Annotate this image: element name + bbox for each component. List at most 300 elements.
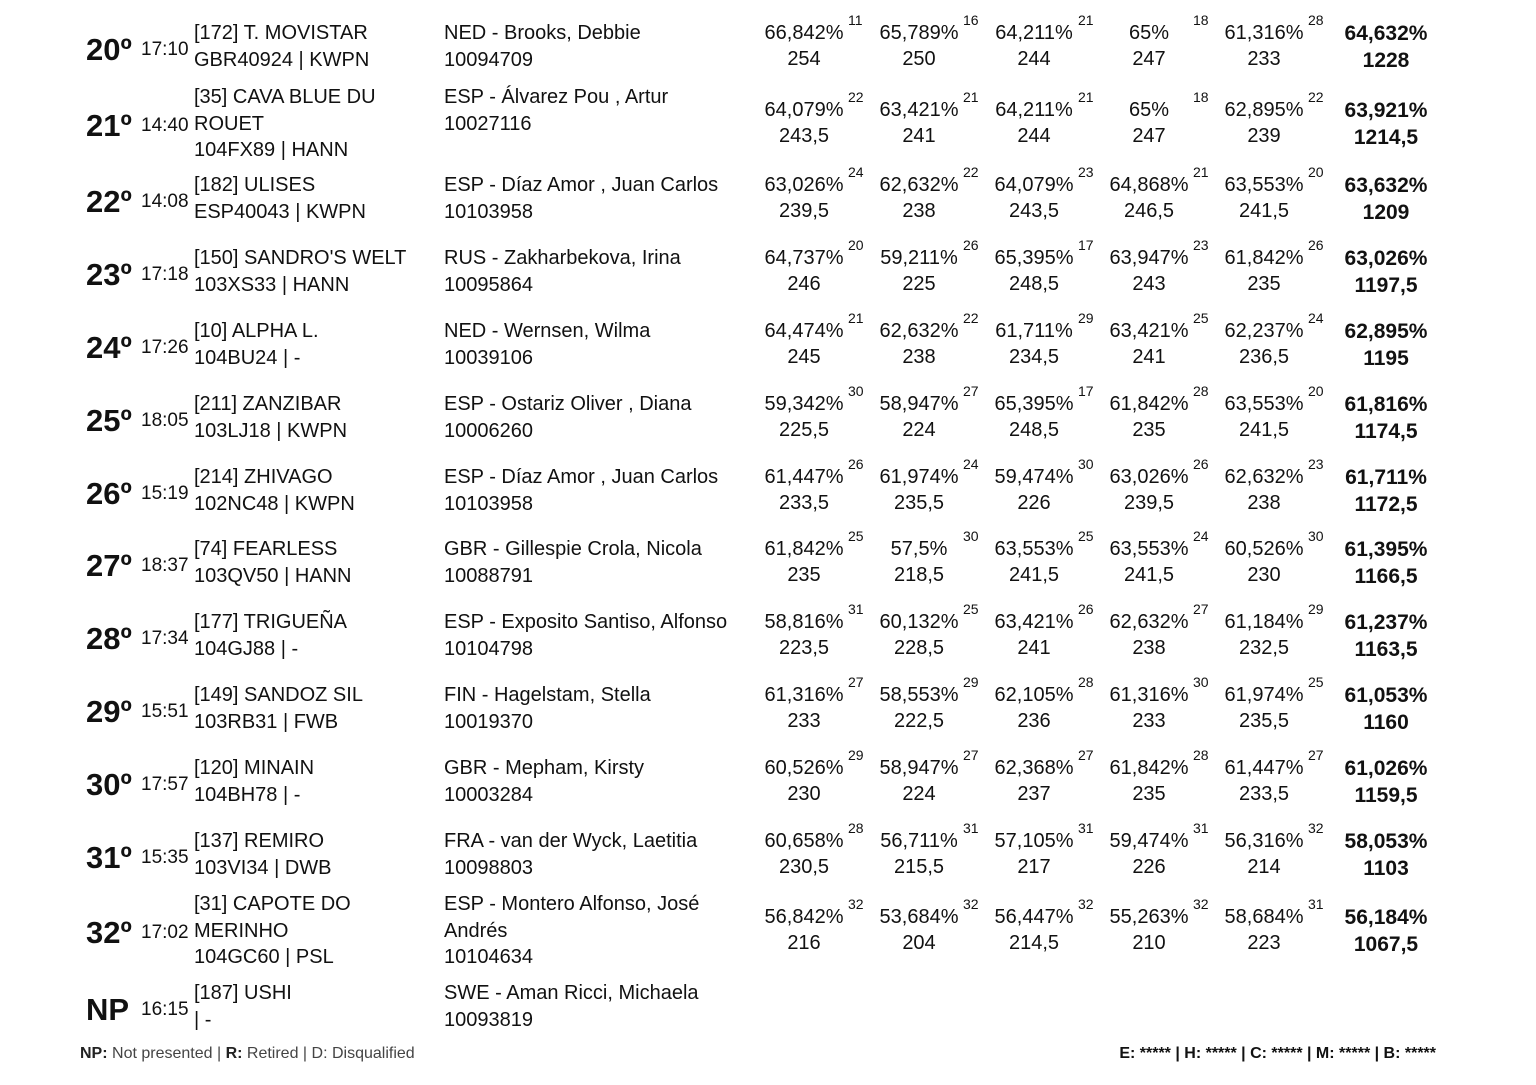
- judge-percentage: 55,263%: [1109, 906, 1189, 928]
- judge-percentage: 63,947%: [1109, 247, 1189, 269]
- judge-rank: 28: [1193, 383, 1209, 399]
- horse-name: [150] SANDRO'S WELT: [194, 247, 407, 269]
- rider-fei-id: 10103958: [444, 492, 533, 515]
- judge-rank: 17: [1078, 383, 1094, 399]
- judge-points: 235: [1247, 273, 1281, 295]
- table-row: [0, 980, 1536, 1036]
- judge-percentage: 62,632%: [1224, 466, 1304, 488]
- judge-percentage: 56,447%: [994, 906, 1074, 928]
- start-time: 14:08: [141, 191, 189, 212]
- judge-score-cell: [1222, 674, 1324, 738]
- judge-percentage: 57,5%: [890, 538, 948, 560]
- horse-info: | -: [194, 1008, 212, 1031]
- rider-cell: [444, 20, 754, 73]
- rider-name: NED - Brooks, Debbie: [444, 22, 641, 44]
- table-row: [0, 456, 1536, 520]
- total-cell: [1330, 682, 1442, 736]
- rider-name: ESP - Exposito Santiso, Alfonso: [444, 611, 728, 633]
- judge-rank: 20: [848, 237, 864, 253]
- judge-points: 204: [902, 932, 936, 954]
- judge-rank: 32: [963, 896, 979, 912]
- judge-rank: 25: [848, 528, 864, 544]
- judge-rank: 28: [848, 820, 864, 836]
- judge-points: 244: [1017, 48, 1051, 70]
- rider-cell: [444, 682, 754, 735]
- rider-fei-id: 10093819: [444, 1008, 533, 1031]
- judge-points: 238: [902, 346, 936, 368]
- judge-score-cell: [877, 528, 979, 592]
- rider-cell: [444, 980, 754, 1033]
- judge-rank: 29: [1308, 601, 1324, 617]
- judge-rank: 21: [1193, 164, 1209, 180]
- table-row: [0, 747, 1536, 811]
- judge-score-cell: [992, 456, 1094, 520]
- judge-score-cell: [1107, 237, 1209, 301]
- judge-score-cell: [762, 820, 864, 884]
- table-row: [0, 383, 1536, 447]
- rider-name: SWE - Aman Ricci, Michaela: [444, 982, 699, 1004]
- rider-fei-id: 10088791: [444, 564, 533, 587]
- judge-points: 235: [787, 564, 821, 586]
- table-row: [0, 674, 1536, 738]
- judge-percentage: 64,079%: [994, 174, 1074, 196]
- judge-score-cell: [877, 12, 979, 76]
- horse-info: 102NC48 | KWPN: [194, 492, 355, 515]
- start-time: 17:10: [141, 39, 189, 60]
- start-time: 14:40: [141, 115, 189, 136]
- horse-name: [187] USHI: [194, 982, 292, 1004]
- horse-info: 104BU24 | -: [194, 346, 301, 369]
- judge-rank: 27: [1078, 747, 1094, 763]
- legend-r-text: Retired |: [242, 1045, 312, 1062]
- horse-info: 104BH78 | -: [194, 783, 301, 806]
- placing: 25º: [86, 403, 132, 438]
- horse-info: 103XS33 | HANN: [194, 273, 350, 296]
- judge-score-cell: [1222, 310, 1324, 374]
- judge-points: 241,5: [1238, 419, 1290, 441]
- judge-percentage: 61,447%: [1224, 757, 1304, 779]
- judge-percentage: 63,026%: [1109, 466, 1189, 488]
- judge-score-cell: [877, 164, 979, 228]
- judge-score-cell: [762, 237, 864, 301]
- start-time: 15:19: [141, 483, 189, 504]
- rider-name: ESP - Álvarez Pou , Artur: [444, 86, 669, 108]
- judge-percentage: 61,184%: [1224, 611, 1304, 633]
- rider-name: RUS - Zakharbekova, Irina: [444, 247, 681, 269]
- placing: NP: [86, 992, 130, 1027]
- start-time: 16:15: [141, 999, 189, 1020]
- horse-cell: [194, 464, 440, 517]
- judge-percentage: 57,105%: [994, 830, 1074, 852]
- rider-fei-id: 10103958: [444, 200, 533, 223]
- judge-points: 235,5: [1238, 710, 1290, 732]
- judge-rank: 27: [1193, 601, 1209, 617]
- judge-rank: 25: [1078, 528, 1094, 544]
- rider-cell: [444, 891, 754, 971]
- judge-percentage: 64,737%: [764, 247, 844, 269]
- judge-score-cell: [762, 89, 864, 153]
- total-points: 1103: [1363, 857, 1409, 880]
- rider-name: ESP - Díaz Amor , Juan Carlos: [444, 174, 719, 196]
- judge-points: 250: [902, 48, 936, 70]
- judge-points: 243,5: [1008, 200, 1060, 222]
- rider-fei-id: 10006260: [444, 419, 533, 442]
- placing: 31º: [86, 840, 132, 875]
- judge-percentage: 61,842%: [1224, 247, 1304, 269]
- total-points: 1209: [1362, 201, 1410, 224]
- table-row: [0, 164, 1536, 228]
- judge-score-cell: [992, 310, 1094, 374]
- horse-name: [137] REMIRO: [194, 830, 325, 852]
- judge-points: 247: [1132, 48, 1166, 70]
- table-row: [0, 820, 1536, 884]
- total-percentage: 61,395%: [1344, 538, 1428, 561]
- total-cell: [1330, 172, 1442, 226]
- judge-percentage: 59,474%: [1109, 830, 1189, 852]
- judge-rank: 18: [1193, 89, 1209, 105]
- rider-cell: [444, 609, 754, 662]
- judge-score-cell: [877, 237, 979, 301]
- judge-score-cell: [762, 896, 864, 960]
- placing: 21º: [86, 108, 132, 143]
- total-percentage: 61,816%: [1344, 393, 1428, 416]
- judge-points: 238: [1247, 492, 1281, 514]
- judge-points: 246,5: [1123, 200, 1175, 222]
- judge-score-cell: [1107, 896, 1209, 960]
- horse-cell: [194, 391, 440, 444]
- legend-r-key: R:: [225, 1045, 243, 1062]
- horse-info: 103QV50 | HANN: [194, 564, 352, 587]
- judge-points: 223,5: [778, 637, 830, 659]
- horse-info: 103RB31 | FWB: [194, 710, 339, 733]
- judge-rank: 26: [1308, 237, 1324, 253]
- judge-percentage: 63,553%: [994, 538, 1074, 560]
- judge-percentage: 63,553%: [1109, 538, 1189, 560]
- judge-score-cell: [1222, 383, 1324, 447]
- judge-rank: 21: [963, 89, 979, 105]
- judge-points: 232,5: [1238, 637, 1290, 659]
- judge-rank: 22: [963, 310, 979, 326]
- judge-rank: 26: [963, 237, 979, 253]
- judge-points: 228,5: [893, 637, 945, 659]
- horse-cell: [194, 84, 440, 164]
- table-row: [0, 601, 1536, 665]
- judge-score-cell: [762, 456, 864, 520]
- table-row: [0, 84, 1536, 164]
- judge-rank: 27: [1308, 747, 1324, 763]
- total-points: 1163,5: [1354, 638, 1418, 661]
- total-percentage: 63,026%: [1344, 247, 1428, 270]
- judge-points: 246: [787, 273, 821, 295]
- judge-percentage: 65%: [1128, 22, 1170, 44]
- horse-name: [172] T. MOVISTAR: [194, 22, 368, 44]
- judge-percentage: 61,842%: [764, 538, 844, 560]
- rider-fei-id: 10019370: [444, 710, 533, 733]
- judge-score-cell: [992, 528, 1094, 592]
- rider-cell: [444, 84, 754, 137]
- judge-rank: 16: [963, 12, 979, 28]
- horse-cell: [194, 682, 440, 735]
- judge-percentage: 62,895%: [1224, 99, 1304, 121]
- judge-percentage: 63,553%: [1224, 393, 1304, 415]
- judge-points: 233,5: [1238, 783, 1290, 805]
- rider-cell: [444, 464, 754, 517]
- judge-rank: 30: [1308, 528, 1324, 544]
- judge-rank: 17: [1078, 237, 1094, 253]
- judge-score-cell: [992, 89, 1094, 153]
- judge-rank: 32: [1193, 896, 1209, 912]
- judge-score-cell: [762, 383, 864, 447]
- total-points: 1159,5: [1354, 784, 1418, 807]
- judge-percentage: 59,474%: [994, 466, 1074, 488]
- judge-percentage: 64,079%: [764, 99, 844, 121]
- judge-percentage: 58,947%: [879, 757, 959, 779]
- placing: 23º: [86, 257, 132, 292]
- judge-percentage: 53,684%: [879, 906, 959, 928]
- start-time: 17:57: [141, 774, 189, 795]
- total-percentage: 63,632%: [1344, 174, 1428, 197]
- judge-rank: 28: [1078, 674, 1094, 690]
- judge-points: 238: [1132, 637, 1166, 659]
- judges-legend: E: ***** | H: ***** | C: ***** | M: ***** | B: *****: [1119, 1045, 1436, 1062]
- rider-fei-id: 10098803: [444, 856, 533, 879]
- judge-score-cell: [992, 164, 1094, 228]
- judge-score-cell: [1107, 12, 1209, 76]
- judge-points: 224: [902, 783, 936, 805]
- total-cell: [1330, 609, 1442, 663]
- judge-percentage: 65,395%: [994, 247, 1074, 269]
- judge-rank: 30: [848, 383, 864, 399]
- judge-score-cell: [877, 674, 979, 738]
- judge-score-cell: [1107, 601, 1209, 665]
- judge-percentage: 62,105%: [994, 684, 1074, 706]
- placing: 20º: [86, 32, 132, 67]
- rider-name: ESP - Ostariz Oliver , Diana: [444, 393, 692, 415]
- judge-rank: 30: [1078, 456, 1094, 472]
- judge-points: 233: [1132, 710, 1166, 732]
- judge-rank: 27: [848, 674, 864, 690]
- total-points: 1160: [1363, 711, 1409, 734]
- judge-points: 236: [1017, 710, 1051, 732]
- rider-cell: [444, 536, 754, 589]
- judge-score-cell: [992, 237, 1094, 301]
- judge-percentage: 64,211%: [995, 99, 1073, 121]
- rider-name: GBR - Gillespie Crola, Nicola: [444, 538, 702, 560]
- judge-rank: 30: [1193, 674, 1209, 690]
- judge-score-cell: [1107, 310, 1209, 374]
- judge-rank: 23: [1308, 456, 1324, 472]
- start-time: 18:05: [141, 410, 189, 431]
- judge-points: 233: [1247, 48, 1281, 70]
- placing: 24º: [86, 330, 132, 365]
- judge-rank: 29: [1078, 310, 1094, 326]
- horse-cell: [194, 172, 440, 225]
- start-time: 17:02: [141, 922, 189, 943]
- placing: 22º: [86, 184, 132, 219]
- judge-percentage: 64,211%: [995, 22, 1073, 44]
- total-points: 1214,5: [1353, 126, 1419, 149]
- horse-info: 103LJ18 | KWPN: [194, 419, 348, 442]
- placing: 30º: [86, 767, 132, 802]
- judge-percentage: 58,816%: [764, 611, 844, 633]
- judge-percentage: 56,711%: [880, 830, 958, 852]
- start-time: 18:37: [141, 555, 189, 576]
- judge-score-cell: [762, 528, 864, 592]
- total-points: 1166,5: [1354, 565, 1418, 588]
- judge-points: 230: [1247, 564, 1281, 586]
- total-percentage: 64,632%: [1344, 22, 1428, 45]
- judge-rank: 22: [1308, 89, 1324, 105]
- judge-percentage: 60,526%: [1224, 538, 1304, 560]
- judge-score-cell: [877, 820, 979, 884]
- horse-cell: [194, 536, 440, 589]
- total-percentage: 58,053%: [1344, 830, 1428, 853]
- horse-name: [74] FEARLESS: [194, 538, 338, 560]
- horse-name: [214] ZHIVAGO: [194, 466, 333, 488]
- judge-score-cell: [1222, 896, 1324, 960]
- judge-score-cell: [1107, 456, 1209, 520]
- judge-points: 243,5: [778, 125, 830, 147]
- table-row: [0, 528, 1536, 592]
- judge-points: 241,5: [1238, 200, 1290, 222]
- judge-rank: 23: [1078, 164, 1094, 180]
- judge-score-cell: [762, 12, 863, 76]
- judge-rank: 21: [1078, 89, 1094, 105]
- total-points: 1197,5: [1354, 274, 1418, 297]
- rider-fei-id: 10027116: [444, 112, 532, 135]
- total-percentage: 56,184%: [1344, 906, 1428, 929]
- legend: [80, 1045, 415, 1063]
- judge-rank: 31: [963, 820, 979, 836]
- total-percentage: 61,711%: [1345, 466, 1427, 489]
- judge-score-cell: [1222, 528, 1324, 592]
- judge-percentage: 56,842%: [764, 906, 844, 928]
- total-points: 1067,5: [1353, 933, 1419, 956]
- judge-rank: 32: [1308, 820, 1324, 836]
- judge-points: 239,5: [778, 200, 830, 222]
- judge-points: 238: [902, 200, 936, 222]
- judge-rank: 24: [963, 456, 979, 472]
- rider-name: FIN - Hagelstam, Stella: [444, 684, 651, 706]
- total-cell: [1330, 318, 1442, 372]
- rider-name: ESP - Díaz Amor , Juan Carlos: [444, 466, 719, 488]
- judge-percentage: 64,474%: [764, 320, 844, 342]
- total-percentage: 61,053%: [1344, 684, 1428, 707]
- judge-percentage: 58,684%: [1224, 906, 1304, 928]
- horse-name: [10] ALPHA L.: [194, 320, 319, 342]
- judge-rank: 27: [963, 747, 979, 763]
- legend-d-key: D:: [311, 1045, 328, 1062]
- judge-percentage: 63,026%: [764, 174, 844, 196]
- total-cell: [1330, 904, 1442, 958]
- judge-score-cell: [877, 456, 979, 520]
- rider-cell: [444, 755, 754, 808]
- judge-score-cell: [762, 747, 864, 811]
- judge-percentage: 64,868%: [1109, 174, 1189, 196]
- judge-percentage: 61,974%: [879, 466, 959, 488]
- start-time: 17:18: [141, 264, 189, 285]
- judge-rank: 26: [1193, 456, 1209, 472]
- total-cell: [1330, 464, 1442, 518]
- judge-percentage: 65,395%: [994, 393, 1074, 415]
- judge-score-cell: [1222, 747, 1324, 811]
- judge-score-cell: [1222, 237, 1324, 301]
- horse-cell: [194, 318, 440, 371]
- judge-percentage: 61,316%: [1109, 684, 1189, 706]
- judge-rank: 11: [848, 12, 863, 28]
- judge-points: 244: [1017, 125, 1051, 147]
- judge-points: 230,5: [778, 856, 830, 878]
- judge-percentage: 62,632%: [879, 320, 959, 342]
- judge-score-cell: [992, 896, 1094, 960]
- total-cell: [1330, 828, 1442, 882]
- horse-info: 104GJ88 | -: [194, 637, 299, 660]
- judge-percentage: 56,316%: [1224, 830, 1304, 852]
- judge-points: 234,5: [1008, 346, 1060, 368]
- total-cell: [1330, 245, 1442, 299]
- horse-info: GBR40924 | KWPN: [194, 48, 370, 71]
- rider-fei-id: 10094709: [444, 48, 533, 71]
- judge-percentage: 58,553%: [879, 684, 959, 706]
- judge-percentage: 60,658%: [764, 830, 844, 852]
- judge-score-cell: [877, 89, 979, 153]
- placing: 28º: [86, 621, 132, 656]
- judge-points: 224: [902, 419, 936, 441]
- judge-score-cell: [992, 601, 1094, 665]
- judge-points: 226: [1017, 492, 1051, 514]
- judge-points: 248,5: [1008, 273, 1060, 295]
- judge-score-cell: [992, 383, 1094, 447]
- judge-points: 225,5: [778, 419, 830, 441]
- rider-fei-id: 10095864: [444, 273, 533, 296]
- start-time: 17:26: [141, 337, 189, 358]
- rider-fei-id: 10104634: [444, 946, 533, 968]
- rider-name: ESP - Montero Alfonso, José Andrés: [444, 893, 700, 942]
- judge-score-cell: [877, 601, 979, 665]
- judge-percentage: 62,368%: [994, 757, 1074, 779]
- judge-percentage: 63,553%: [1224, 174, 1304, 196]
- judge-score-cell: [762, 601, 864, 665]
- judge-percentage: 60,526%: [764, 757, 844, 779]
- judge-percentage: 61,447%: [764, 466, 844, 488]
- judge-percentage: 58,947%: [879, 393, 959, 415]
- judge-percentage: 62,632%: [1109, 611, 1189, 633]
- judge-score-cell: [877, 896, 979, 960]
- total-cell: [1330, 391, 1442, 445]
- start-time: 17:34: [141, 628, 189, 649]
- judge-percentage: 61,842%: [1109, 757, 1189, 779]
- placing: 27º: [86, 548, 132, 583]
- judge-percentage: 61,842%: [1109, 393, 1189, 415]
- judge-rank: 21: [848, 310, 864, 326]
- judge-rank: 28: [1308, 12, 1324, 28]
- legend-np-key: NP:: [80, 1045, 108, 1062]
- judge-percentage: 63,421%: [1109, 320, 1189, 342]
- judge-score-cell: [1222, 601, 1324, 665]
- judge-score-cell: [1107, 528, 1209, 592]
- table-row: [0, 310, 1536, 374]
- judge-rank: 26: [848, 456, 864, 472]
- judge-percentage: 65,789%: [879, 22, 959, 44]
- judge-percentage: 59,342%: [764, 393, 844, 415]
- start-time: 15:51: [141, 701, 189, 722]
- horse-cell: [194, 828, 440, 881]
- judge-rank: 29: [963, 674, 979, 690]
- rider-fei-id: 10039106: [444, 346, 533, 369]
- table-row: [0, 891, 1536, 971]
- judge-points: 237: [1017, 783, 1051, 805]
- judge-rank: 22: [848, 89, 864, 105]
